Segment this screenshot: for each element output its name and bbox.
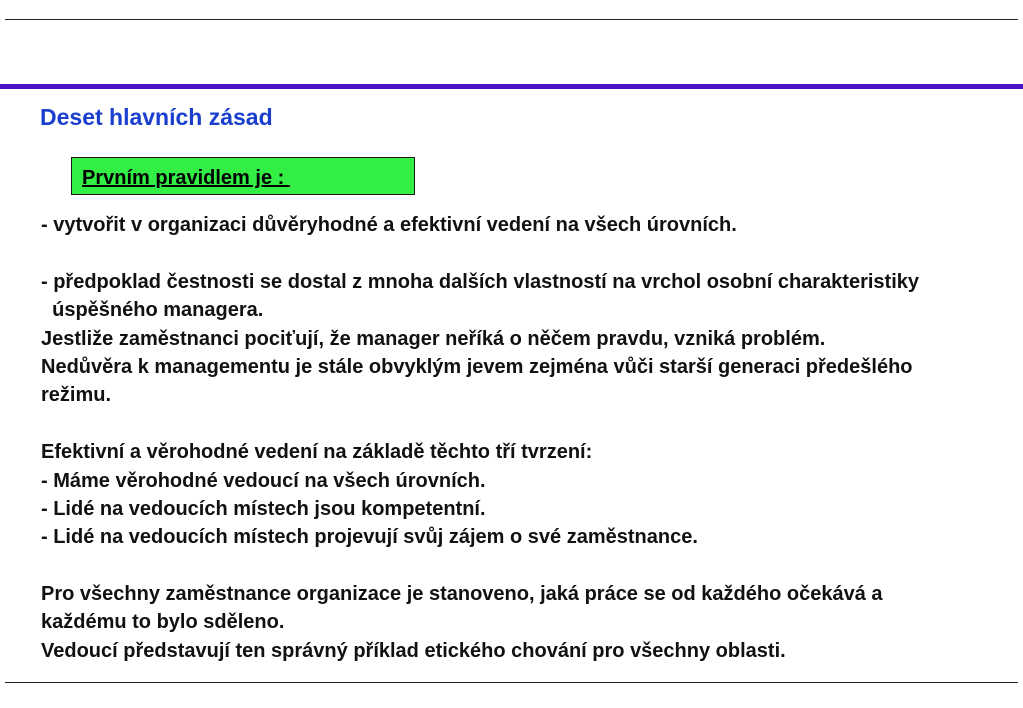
body-line: Nedůvěra k managementu je stále obvyklým jevem zejména vůči starší generaci předešlého bbox=[41, 355, 913, 378]
body-line: režimu. bbox=[41, 384, 112, 407]
body-line: Pro všechny zaměstnance organizace je stanoveno, jaká práce se od každého očekává a bbox=[41, 583, 883, 606]
body-line: - vytvořit v organizaci důvěryhodné a efektivní vedení na všech úrovních. bbox=[41, 214, 737, 236]
body-line: - Lidé na vedoucích místech jsou kompetentní. bbox=[41, 497, 486, 520]
body-line: Efektivní a věrohodné vedení na základě těchto tří tvrzení: bbox=[41, 441, 593, 464]
body-line: - Lidé na vedoucích místech projevují svůj zájem o své zaměstnance. bbox=[41, 526, 698, 549]
body-line: - Máme věrohodné vedoucí na všech úrovních. bbox=[41, 469, 486, 492]
body-text bbox=[41, 211, 1023, 665]
body-line bbox=[41, 552, 1023, 580]
body-line: Vedoucí představují ten správný příklad etického chování pro všechny oblasti. bbox=[41, 639, 786, 662]
body-line: Jestliže zaměstnanci pociťují, že manager neříká o něčem pravdu, vzniká problém. bbox=[41, 327, 826, 350]
body-line bbox=[41, 410, 1023, 438]
slide-title: Deset hlavních zásad bbox=[40, 104, 273, 130]
body-line: každému to bylo sděleno. bbox=[41, 611, 285, 634]
callout-label: Prvním pravidlem je : bbox=[82, 167, 290, 189]
bottom-divider bbox=[5, 682, 1018, 683]
body-line: - předpoklad čestnosti se dostal z mnoha dalších vlastností na vrchol osobní charakteristiky bbox=[41, 270, 920, 293]
callout-box bbox=[71, 157, 415, 195]
top-divider bbox=[5, 19, 1018, 20]
accent-divider bbox=[0, 84, 1023, 89]
body-line bbox=[41, 239, 1023, 267]
body-line: úspěšného managera. bbox=[41, 299, 264, 322]
